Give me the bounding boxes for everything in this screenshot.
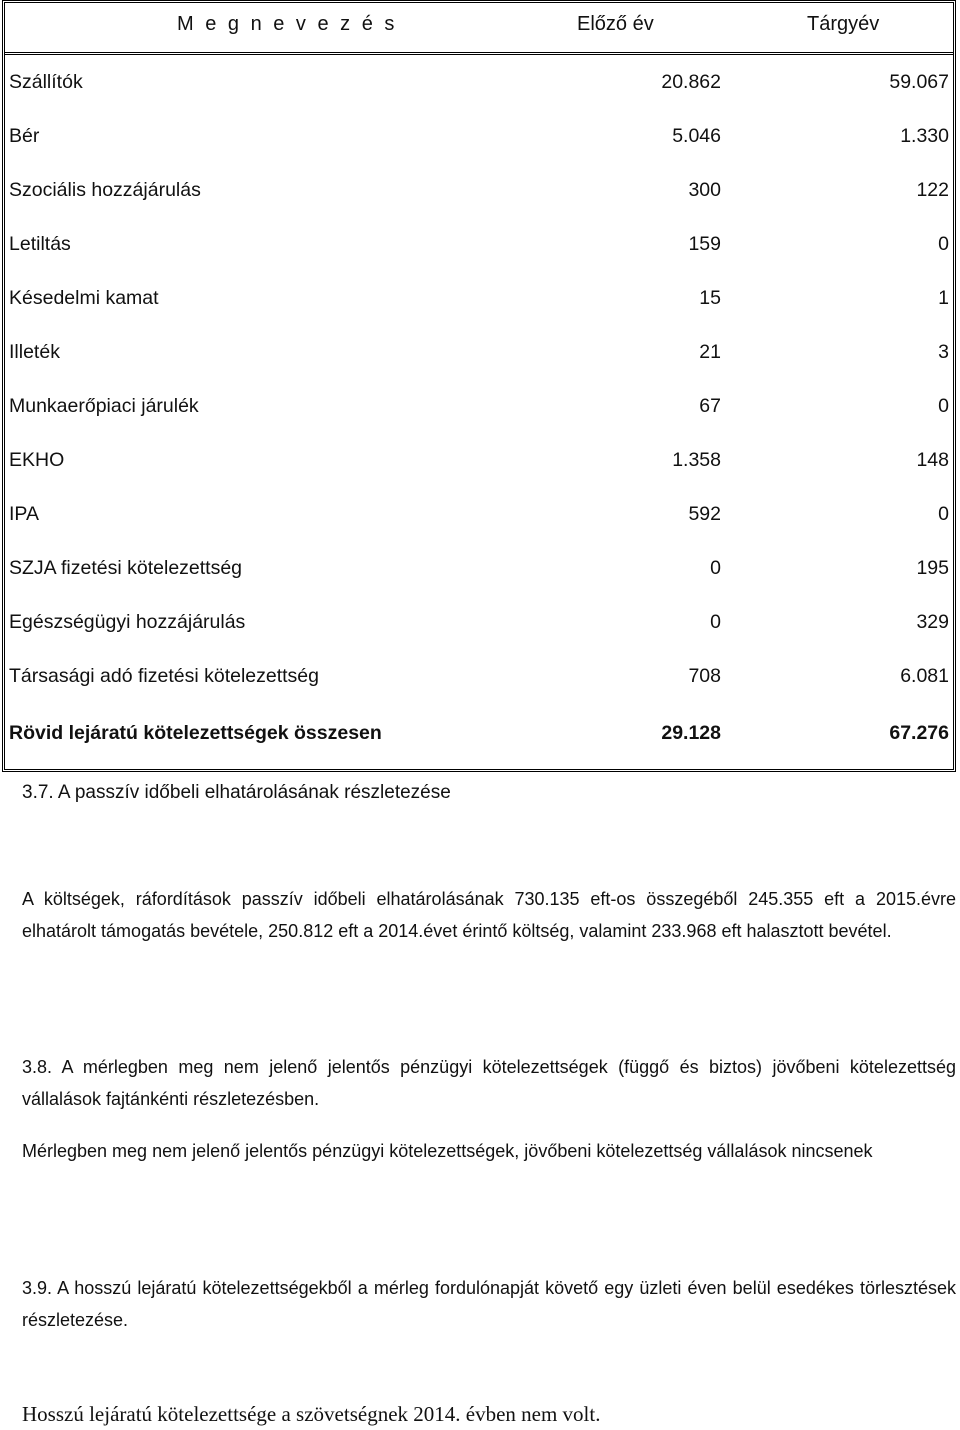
table-row — [5, 233, 953, 263]
row-label: Letiltás — [9, 233, 71, 255]
row-label: Bér — [9, 125, 40, 147]
row-previous: 592 — [688, 503, 721, 525]
row-previous: 708 — [688, 665, 721, 687]
section-3-8-heading: 3.8. A mérlegben meg nem jelenő jelentős pénzügyi kötelezettségek (függő és biztos) jövőbeni kötelezettség vállalások fajtánkénti részletezésben. — [22, 1057, 956, 1109]
total-previous: 29.128 — [661, 722, 721, 744]
row-label: Késedelmi kamat — [9, 287, 159, 309]
row-current: 195 — [916, 557, 949, 579]
table-row — [5, 179, 953, 209]
row-label: Szociális hozzájárulás — [9, 179, 201, 201]
row-label: EKHO — [9, 449, 65, 471]
row-previous: 5.046 — [672, 125, 721, 147]
header-previous-year: Előző év — [577, 13, 654, 35]
table-row — [5, 449, 953, 479]
section-3-9-body: Hosszú lejáratú kötelezettsége a szövetségnek 2014. évben nem volt. — [22, 1402, 601, 1426]
table-header — [5, 3, 953, 55]
table-row — [5, 125, 953, 155]
row-current: 6.081 — [900, 665, 949, 687]
row-previous: 1.358 — [672, 449, 721, 471]
row-current: 1 — [938, 287, 949, 309]
row-label: IPA — [9, 503, 39, 525]
table-row — [5, 611, 953, 641]
row-current: 59.067 — [889, 71, 949, 93]
table-row — [5, 71, 953, 101]
section-3-8-body: Mérlegben meg nem jelenő jelentős pénzügyi kötelezettségek, jövőbeni kötelezettség vállalások nincsenek — [22, 1141, 873, 1161]
row-current: 0 — [938, 503, 949, 525]
table-row — [5, 557, 953, 587]
table-row — [5, 395, 953, 425]
row-label: Társasági adó fizetési kötelezettség — [9, 665, 320, 687]
row-previous: 20.862 — [661, 71, 721, 93]
section-3-7-body: A költségek, ráfordítások passzív időbeli elhatárolásának 730.135 eft-os összegéből 245.355 eft a 2015.évre elhatárolt támogatás bevétele, 250.812 eft a 2014.évet érintő költség, valamint 233.968 eft halasztott bevétel. — [22, 889, 956, 941]
row-label: Illeték — [9, 341, 60, 363]
row-label: Egészségügyi hozzájárulás — [9, 611, 246, 633]
table-row — [5, 341, 953, 371]
row-label: Szállítók — [9, 71, 83, 93]
row-label: Munkaerőpiaci járulék — [9, 395, 199, 417]
liabilities-table — [2, 0, 956, 772]
row-current: 122 — [916, 179, 949, 201]
row-previous: 21 — [699, 341, 721, 363]
section-3-7-heading: 3.7. A passzív időbeli elhatárolásának részletezése — [22, 782, 451, 803]
row-current: 0 — [938, 233, 949, 255]
row-previous: 0 — [710, 611, 721, 633]
row-previous: 15 — [699, 287, 721, 309]
row-current: 1.330 — [900, 125, 949, 147]
table-total-row — [5, 722, 953, 752]
total-current: 67.276 — [889, 722, 949, 744]
total-label: Rövid lejáratú kötelezettségek összesen — [9, 722, 382, 744]
table-row — [5, 287, 953, 317]
header-name: M e g n e v e z é s — [177, 13, 398, 35]
row-current: 329 — [916, 611, 949, 633]
row-previous: 0 — [710, 557, 721, 579]
row-current: 148 — [916, 449, 949, 471]
header-current-year: Tárgyév — [807, 13, 880, 35]
row-previous: 67 — [699, 395, 721, 417]
row-label: SZJA fizetési kötelezettség — [9, 557, 243, 579]
row-previous: 300 — [688, 179, 721, 201]
table-row — [5, 665, 953, 695]
table-row — [5, 503, 953, 533]
row-previous: 159 — [688, 233, 721, 255]
row-current: 3 — [938, 341, 949, 363]
section-3-9-heading: 3.9. A hosszú lejáratú kötelezettségekből a mérleg fordulónapját követő egy üzleti éven belül esedékes törlesztések részletezése. — [22, 1278, 956, 1330]
row-current: 0 — [938, 395, 949, 417]
